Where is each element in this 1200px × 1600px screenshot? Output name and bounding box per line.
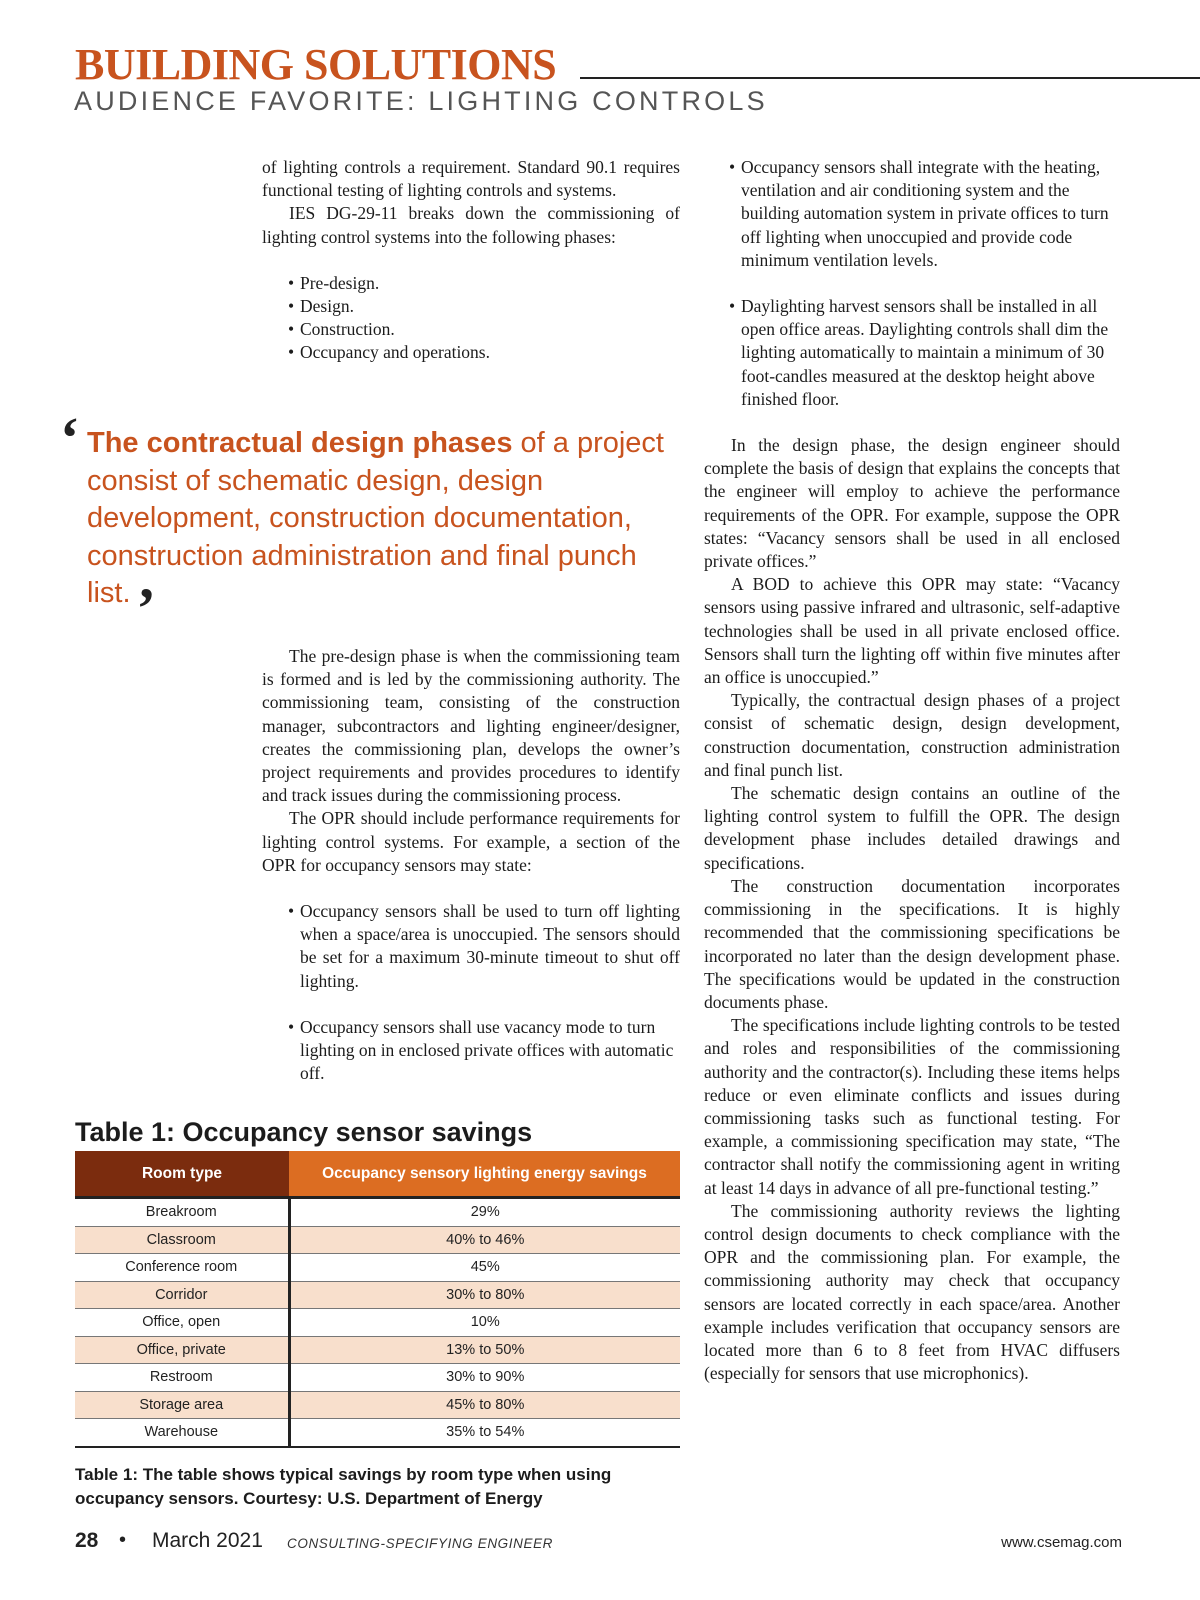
table-cell: Restroom: [75, 1364, 289, 1392]
table-cell: Conference room: [75, 1254, 289, 1282]
table-row: [75, 1226, 680, 1254]
phase-list: [288, 272, 680, 365]
table-cell: Storage area: [75, 1391, 289, 1419]
column-1-body: [262, 645, 680, 1108]
paragraph: IES DG-29-11 breaks down the commissioning of lighting control systems into the following phases:: [262, 203, 680, 247]
section-subtitle: AUDIENCE FAVORITE: LIGHTING CONTROLS: [74, 86, 768, 116]
publication-name: CONSULTING-SPECIFYING ENGINEER: [287, 1536, 554, 1551]
table-cell: Classroom: [75, 1226, 289, 1254]
table-header-row: [75, 1151, 680, 1198]
paragraph: The construction documentation incorporates commissioning in the specifications. It is highly recommended that the commissioning specifications be incorporated no later than the design development phase. The specifications would be updated in the construction documents phase.: [704, 875, 1120, 1012]
column-1-top: [262, 156, 680, 388]
section-title: BUILDING SOLUTIONS: [75, 40, 557, 89]
column-header: Occupancy sensory lighting energy savings: [289, 1151, 680, 1198]
pull-quote-text: of a project consist of schematic design, design development, construction documentation, construction administration and final punch list.: [87, 427, 664, 609]
table-cell: 45% to 80%: [289, 1391, 680, 1419]
table-row: [75, 1309, 680, 1337]
paragraph: The OPR should include performance requirements for lighting control systems. For example, a section of the OPR for occupancy sensors may state:: [262, 808, 680, 875]
page-number: 28: [75, 1529, 99, 1552]
list-item: • Design.: [288, 295, 680, 318]
table-cell: 45%: [289, 1254, 680, 1282]
paragraph: The schematic design contains an outline of the lighting control system to fulfill the OPR. The design development phase includes detailed drawings and specifications.: [704, 783, 1120, 873]
table-row: [75, 1198, 680, 1227]
table-cell: Office, private: [75, 1336, 289, 1364]
paragraph: The specifications include lighting controls to be tested and roles and responsibilities of the commissioning authority and the contractor(s). Including these items helps reduce or even eliminate conflicts and issues during commissioning tasks such as functional testing. For example, a commissioning specification may state, “The contractor shall notify the commissioning agent in writing at least 14 days in advance of all pre-functional testing.”: [704, 1015, 1120, 1198]
list-item: • Daylighting harvest sensors shall be installed in all open office areas. Daylighting controls shall dim the lighting automatically to maintain a minimum of 30 foot-candles measured at the desktop height above finished floor.: [729, 295, 1120, 411]
paragraph: of lighting controls a requirement. Standard 90.1 requires functional testing of lighting controls and systems.: [262, 157, 680, 201]
table-cell: Breakroom: [75, 1198, 289, 1227]
pull-quote-emphasis: The contractual design phases: [87, 427, 513, 459]
table-caption: Table 1: The table shows typical savings by room type when using occupancy sensors. Courtesy: U.S. Department of Energy: [75, 1465, 612, 1508]
pull-quote: [60, 405, 688, 641]
table-cell: 40% to 46%: [289, 1226, 680, 1254]
table-cell: 30% to 80%: [289, 1281, 680, 1309]
list-item: • Pre-design.: [288, 272, 680, 295]
header-rule: [580, 77, 1200, 79]
table-row: [75, 1281, 680, 1309]
table-cell: 35% to 54%: [289, 1419, 680, 1447]
website-url: www.csemag.com: [1001, 1534, 1122, 1551]
table-cell: Corridor: [75, 1281, 289, 1309]
opr-bullet-list: [288, 900, 680, 1085]
table-cell: 30% to 90%: [289, 1364, 680, 1392]
paragraph: The pre-design phase is when the commissioning team is formed and is led by the commissioning authority. The commissioning team, consisting of the construction manager, subcontractors and lighting engineer/designer, creates the commissioning plan, develops the owner’s project requirements and provides procedures to identify and track issues during the commissioning process.: [262, 646, 680, 806]
table-row: [75, 1364, 680, 1392]
close-quote-mark: ’: [136, 576, 156, 641]
footer-bullet: •: [119, 1529, 127, 1551]
table-row: [75, 1391, 680, 1419]
paragraph: In the design phase, the design engineer should complete the basis of design that explains the concepts that the engineer will employ to achieve the performance requirements of the OPR. For example, suppose the OPR states: “Vacancy sensors shall be used in all enclosed private offices.”: [704, 435, 1120, 572]
list-item: • Construction.: [288, 318, 680, 341]
column-header: Room type: [75, 1151, 289, 1198]
table-row: [75, 1336, 680, 1364]
table-cell: 29%: [289, 1198, 680, 1227]
table-title: Table 1: Occupancy sensor savings: [75, 1117, 533, 1147]
savings-table: [75, 1151, 680, 1448]
paragraph: A BOD to achieve this OPR may state: “Vacancy sensors using passive infrared and ultrasonic, self-adaptive technologies shall be used in all private enclosed office. Sensors shall turn the lighting off within five minutes after an office is unoccupied.”: [704, 574, 1120, 688]
list-item: • Occupancy and operations.: [288, 341, 680, 364]
table-row: [75, 1254, 680, 1282]
table-row: [75, 1419, 680, 1447]
opr-bullet-list-continued: [729, 156, 1120, 411]
list-item: • Occupancy sensors shall integrate with the heating, ventilation and air conditioning system and the building automation system in private offices to turn off lighting when unoccupied and provide code minimum ventilation levels.: [729, 156, 1120, 272]
table-cell: Office, open: [75, 1309, 289, 1337]
table-cell: 13% to 50%: [289, 1336, 680, 1364]
table-cell: 10%: [289, 1309, 680, 1337]
column-2: [704, 156, 1120, 1385]
list-item: • Occupancy sensors shall use vacancy mode to turn lighting on in enclosed private offices with automatic off.: [288, 1016, 680, 1086]
issue-date: March 2021: [152, 1529, 263, 1552]
paragraph: The commissioning authority reviews the lighting control design documents to check compliance with the OPR and the commissioning plan. For example, the commissioning authority may check that occupancy sensors are located correctly in each space/area. Another example includes verification that occupancy sensors are located more than 6 to 8 feet from HVAC diffusers (especially for sensors that use microphonics).: [704, 1200, 1120, 1384]
list-item: • Occupancy sensors shall be used to turn off lighting when a space/area is unoccupied. The sensors should be set for a maximum 30-minute timeout to shut off lighting.: [288, 900, 680, 993]
open-quote-mark: ‘: [60, 405, 80, 470]
paragraph: Typically, the contractual design phases of a project consist of schematic design, design development, construction documentation, construction administration and final punch list.: [704, 690, 1120, 780]
table-cell: Warehouse: [75, 1419, 289, 1447]
